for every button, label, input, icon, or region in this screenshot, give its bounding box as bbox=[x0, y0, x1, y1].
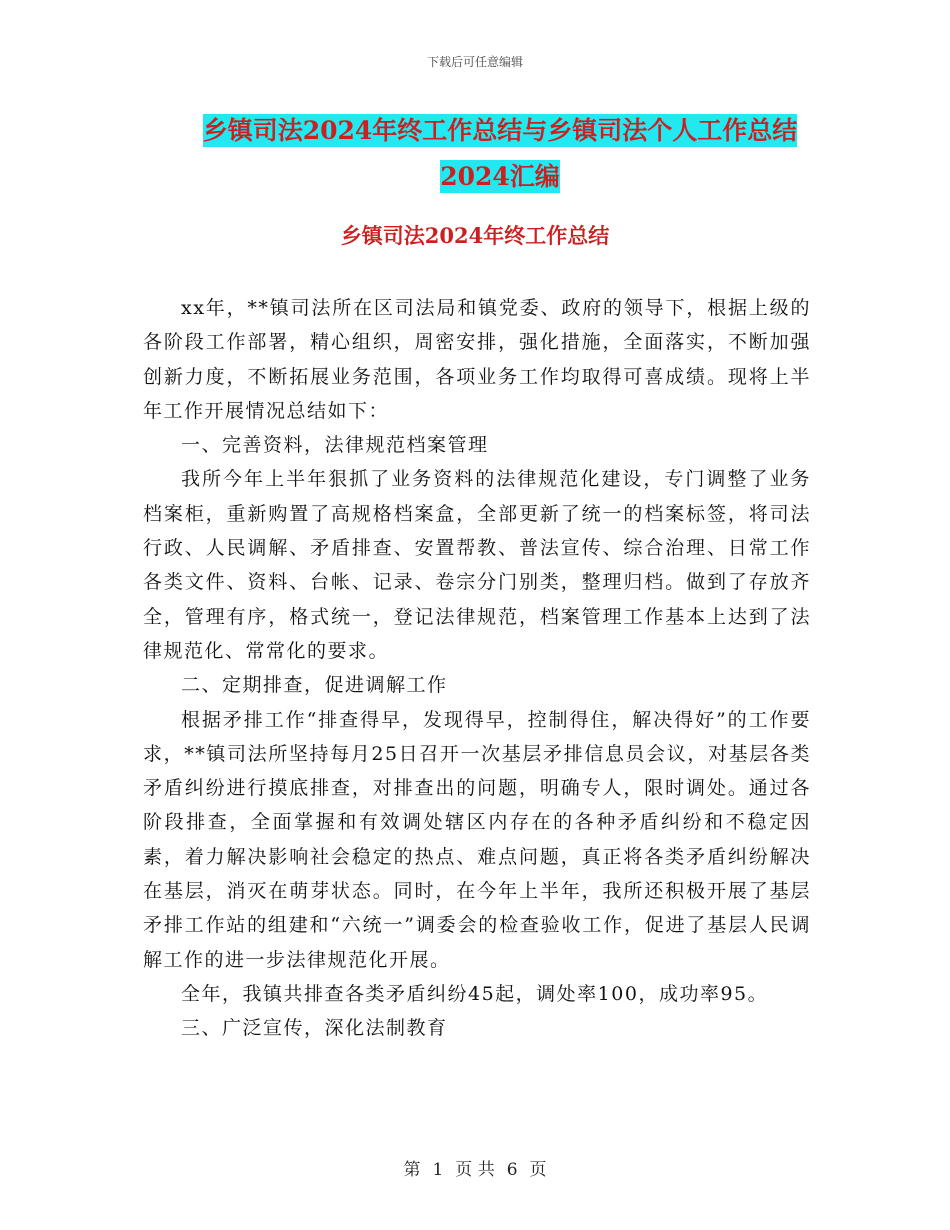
header-note: 下载后可任意编辑 bbox=[426, 55, 523, 69]
section-title: 乡镇司法2024年终工作总结 bbox=[340, 223, 610, 248]
footer-middle: 页 共 bbox=[455, 1160, 495, 1180]
heading-3: 三、广泛宣传，深化法制教育 bbox=[181, 1017, 448, 1040]
title-line-1: 乡镇司法2024年终工作总结与乡镇司法个人工作总结 bbox=[202, 116, 798, 145]
page-footer bbox=[0, 1155, 950, 1180]
paragraph-mediation: 根据矛排工作“排查得早，发现得早，控制得住，解决得好”的工作要求，**镇司法所坚持每月25日召开一次基层矛排信息员会议，对基层各类矛盾纠纷进行摸底排查，对排查出的问题，明确专人，限时调处。通过各阶段排查，全面掌握和有效调处辖区内存在的各种矛盾纠纷和不稳定因素，着力解决影响社会稳定的热点、难点问题，真正将各类矛盾纠纷解决在基层，消灭在萌芽状态。同时，在今年上半年，我所还积极开展了基层矛排工作站的组建和“六统一”调委会的检查验收工作，促进了基层人民调解工作的进一步法律规范化开展。 bbox=[143, 708, 811, 971]
paragraph-intro: xx年，**镇司法所在区司法局和镇党委、政府的领导下，根据上级的各阶段工作部署，精心组织，周密安排，强化措施，全面落实，不断加强创新力度，不断拓展业务范围，各项业务工作均取得可喜成绩。现将上半年工作开展情况总结如下： bbox=[143, 297, 811, 422]
heading-1: 一、完善资料，法律规范档案管理 bbox=[181, 434, 489, 457]
body-text bbox=[143, 291, 811, 1046]
footer-total-pages: 6 bbox=[506, 1160, 518, 1180]
heading-2: 二、定期排查，促进调解工作 bbox=[181, 674, 448, 697]
title-line-2: 2024汇编 bbox=[440, 162, 560, 191]
footer-suffix: 页 bbox=[529, 1160, 547, 1180]
footer-prefix: 第 bbox=[403, 1160, 421, 1180]
document-title bbox=[150, 108, 850, 200]
paragraph-statistics: 全年，我镇共排查各类矛盾纠纷45起，调处率100，成功率95。 bbox=[181, 982, 769, 1005]
footer-current-page: 1 bbox=[432, 1160, 444, 1180]
paragraph-archives: 我所今年上半年狠抓了业务资料的法律规范化建设，专门调整了业务档案柜，重新购置了高规格档案盒，全部更新了统一的档案标签，将司法行政、人民调解、矛盾排查、安置帮教、普法宣传、综合治理、日常工作各类文件、资料、台帐、记录、卷宗分门别类，整理归档。做到了存放齐全，管理有序，格式统一，登记法律规范，档案管理工作基本上达到了法律规范化、常常化的要求。 bbox=[143, 468, 811, 662]
